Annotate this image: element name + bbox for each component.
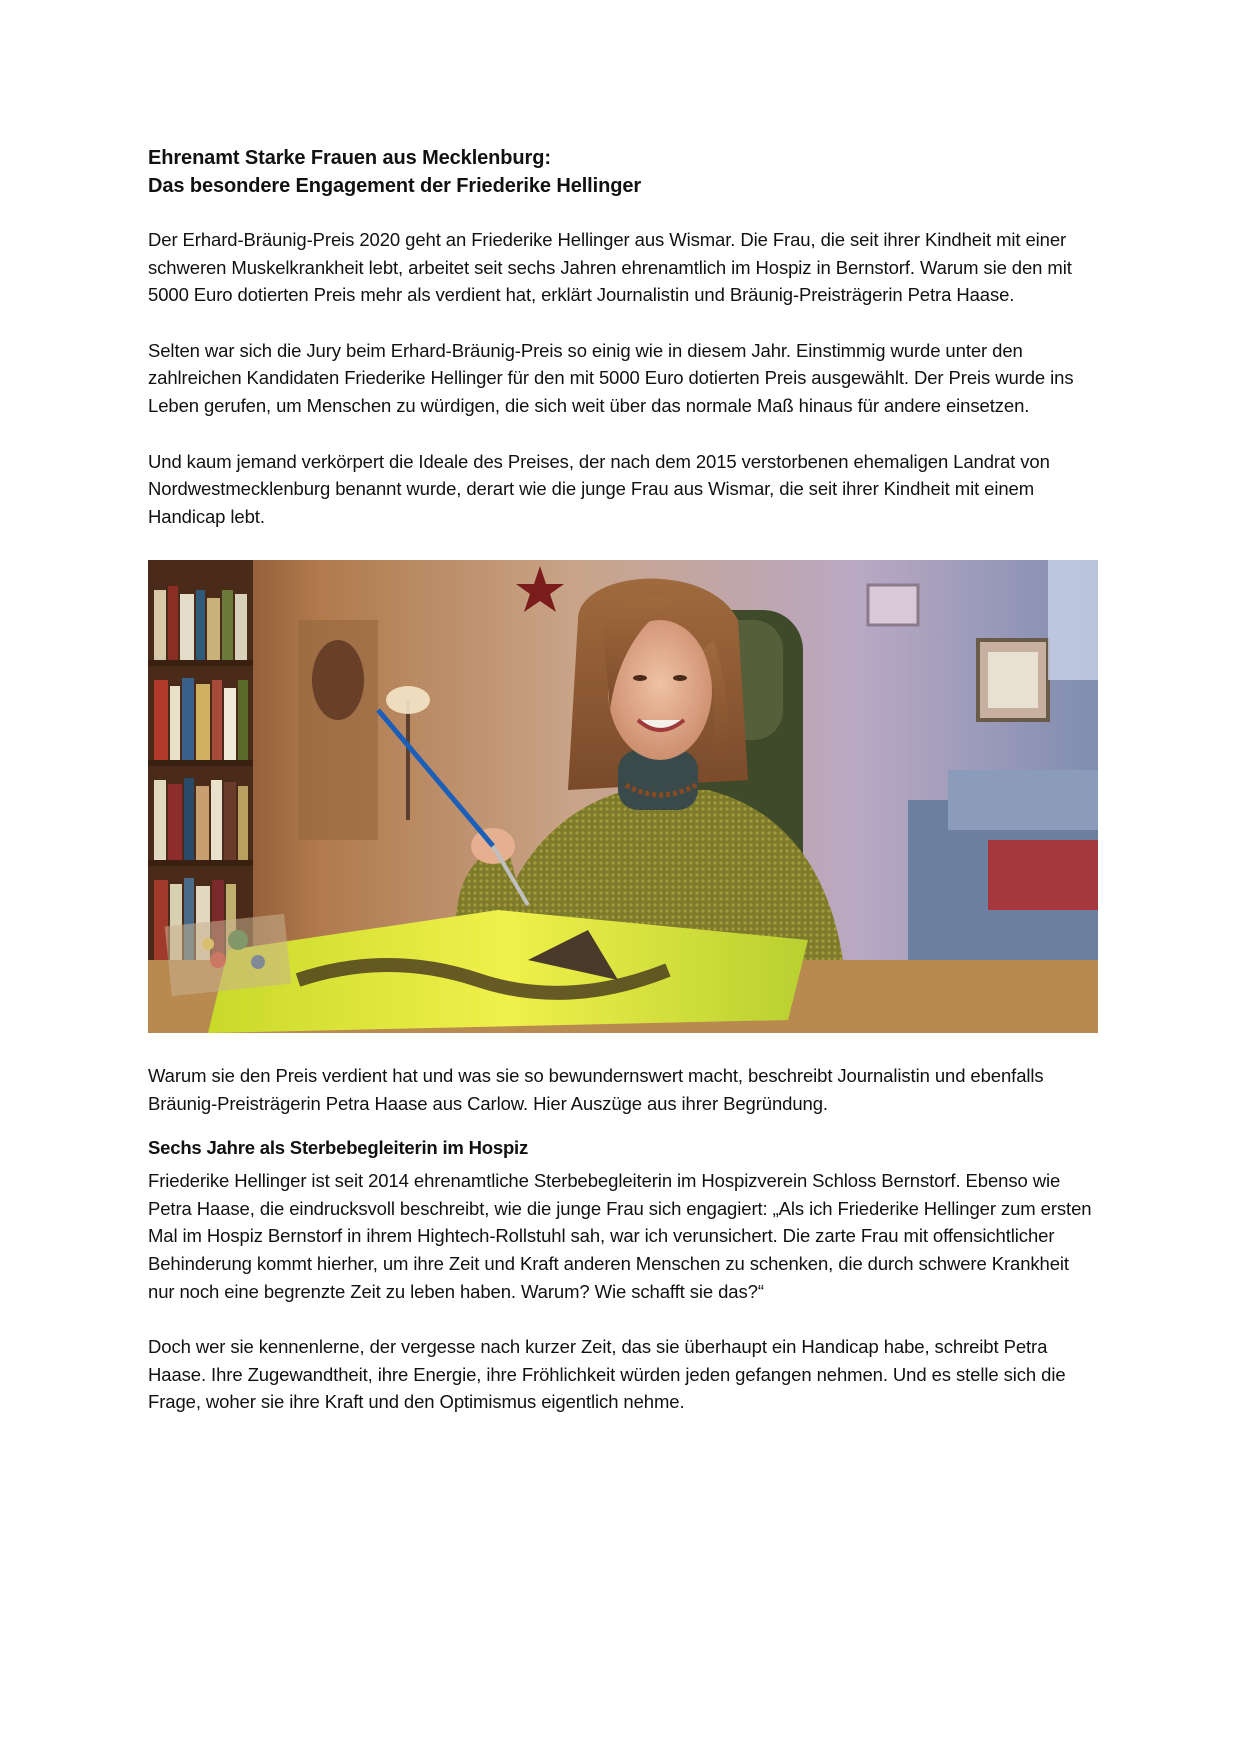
article-title-line-1: Ehrenamt Starke Frauen aus Mecklenburg:: [148, 147, 551, 169]
body-paragraph-1: Selten war sich die Jury beim Erhard-Bräunig-Preis so einig wie in diesem Jahr. Einstimmig wurde unter den zahlreichen Kandidaten Friederike Hellinger für den mit 5000 Euro dotierten Preis ausgewählt. Der Preis wurde ins Leben gerufen, um Menschen zu würdigen, die sich weit über das normale Maß hinaus für andere einsetzen.: [148, 339, 1074, 416]
body-paragraph-4: Friederike Hellinger ist seit 2014 ehrenamtliche Sterbebegleiterin im Hospizverein Schloss Bernstorf. Ebenso wie Petra Haase, die eindrucksvoll beschreibt, wie die junge Frau sich engagiert: „Als ich Friederike Hellinger zum ersten Mal im Hospiz Bernstorf in ihrem Hightech-Rollstuhl sah, war ich verunsichert. Die zarte Frau mit offensichtlicher Behinderung kommt hierher, um ihre Zeit und Kraft anderen Menschen zu schenken, die durch schwere Krankheit nur noch eine begrenzte Zeit zu leben haben. Warum? Wie schafft sie das?“: [148, 1170, 1092, 1302]
body-paragraph-3: Warum sie den Preis verdient hat und was sie so bewundernswert macht, beschreibt Journalistin und ebenfalls Bräunig-Preisträgerin Petra Haase aus Carlow. Hier Auszüge aus ihrer Begründung.: [148, 1065, 1044, 1114]
section-subheading: Sechs Jahre als Sterbebegleiterin im Hospiz: [148, 1136, 529, 1158]
article-photo: [148, 560, 1098, 1033]
intro-paragraph: Der Erhard-Bräunig-Preis 2020 geht an Friederike Hellinger aus Wismar. Die Frau, die seit ihrer Kindheit mit einer schweren Muskelkrankheit lebt, arbeitet seit sechs Jahren ehrenamtlich im Hospiz in Bernstorf. Warum sie den mit 5000 Euro dotierten Preis mehr als verdient hat, erklärt Journalistin und Bräunig-Preisträgerin Petra Haase.: [148, 229, 1072, 306]
body-paragraph-5: Doch wer sie kennenlerne, der vergesse nach kurzer Zeit, das sie überhaupt ein Handicap habe, schreibt Petra Haase. Ihre Zugewandtheit, ihre Energie, ihre Fröhlichkeit würden jeden gefangen nehmen. Und es stelle sich die Frage, woher sie ihre Kraft und den Optimismus eigentlich nehme.: [148, 1336, 1066, 1413]
article-title-line-2: Das besondere Engagement der Friederike Hellinger: [148, 175, 642, 197]
document-page: [148, 144, 1098, 1416]
body-paragraph-2: Und kaum jemand verkörpert die Ideale des Preises, der nach dem 2015 verstorbenen ehemaligen Landrat von Nordwestmecklenburg benannt wurde, derart wie die junge Frau aus Wismar, die seit ihrer Kindheit mit einem Handicap lebt.: [148, 450, 1050, 527]
